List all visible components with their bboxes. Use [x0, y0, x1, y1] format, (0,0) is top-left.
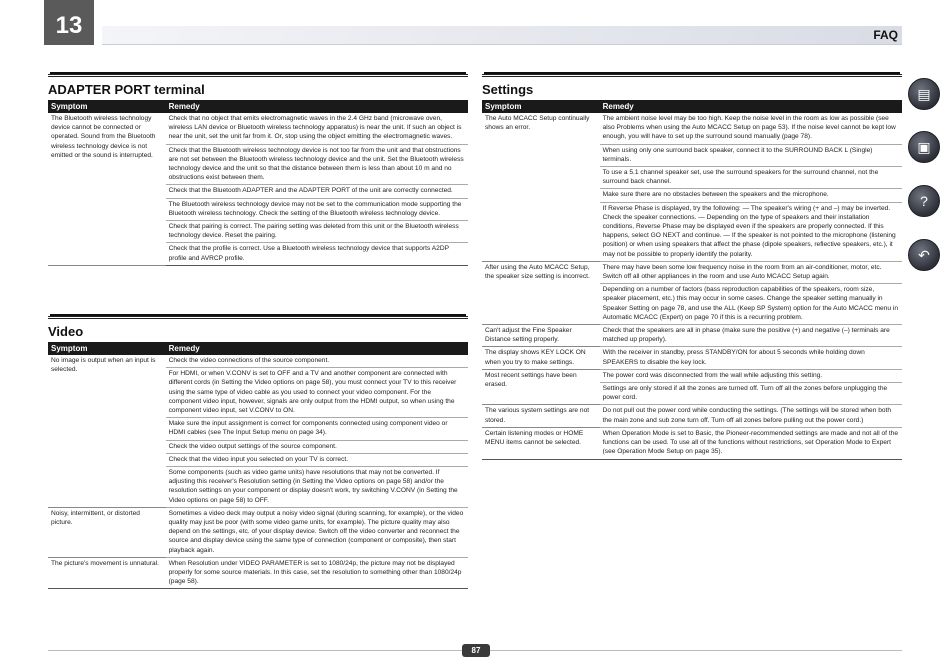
- symptom-header: Symptom: [48, 100, 166, 113]
- remedy-cell: Settings are only stored if all the zones are turned off. Turn off all the zones before unplugging the power cord.: [600, 383, 902, 405]
- remedy-cell: The ambient noise level may be too high. Keep the noise level in the room as low as possible (see also Problems when using the Auto MCACC Setup on page 53). If the noise level cannot be kept low enough, you will have to set up the surround sound manually (page 78).: [600, 113, 902, 144]
- remedy-cell: Check that the speakers are all in phase (make sure the positive (+) and negative (–) terminals are matched up properly).: [600, 325, 902, 347]
- adapter-section: [48, 74, 468, 266]
- symptom-cell: Can't adjust the Fine Speaker Distance setting properly.: [482, 325, 600, 347]
- symptom-header: Symptom: [482, 100, 600, 113]
- table-row: [482, 427, 902, 459]
- symptom-cell: The Bluetooth wireless technology device cannot be connected or operated. Sound from the Bluetooth wireless technology device is not emitted or the sound is interrupted.: [48, 113, 166, 265]
- adapter-title: ADAPTER PORT terminal: [48, 74, 468, 100]
- remedy-cell: Check that the profile is correct. Use a Bluetooth wireless technology device that supports A2DP profile and AVRCP profile.: [166, 243, 468, 265]
- settings-table: [482, 100, 902, 460]
- table-row: [48, 557, 468, 589]
- remedy-cell: For HDMI, or when V.CONV is set to OFF and a TV and another component are connected with different cords (in Setting the Video options on page 58), you must connect your TV to this receiver using the same type of video cable as you used to connect your video component. For the component video input, however, signals are only output from the HDMI output, so when using the component video input, set V.CONV to ON.: [166, 368, 468, 418]
- symptom-cell: No image is output when an input is selected.: [48, 355, 166, 507]
- receiver-icon[interactable]: ▣: [908, 131, 940, 163]
- remedy-cell: If Reverse Phase is displayed, try the following: — The speaker's wiring (+ and –) may be inverted. Check the speaker connections. — Depending on the type of speakers and their installation conditions, Reverse Phase may be displayed even if the speakers are properly connected. If this happens, select GO NEXT and continue. — If the speaker is not pointed to the microphone (listening position) or when using speakers that affect the phase (dipole speakers, reflective speakers, etc.), it may not be possible to properly identify the polarity.: [600, 202, 902, 261]
- symptom-cell: The display shows KEY LOCK ON when you try to make settings.: [482, 347, 600, 369]
- settings-title: Settings: [482, 74, 902, 100]
- table-row: [482, 347, 902, 369]
- table-row: [482, 369, 902, 382]
- remote-help-icon[interactable]: ?: [908, 185, 940, 217]
- symptom-cell: Certain listening modes or HOME MENU items cannot be selected.: [482, 427, 600, 459]
- remedy-cell: Check that pairing is correct. The pairing setting was deleted from this unit or the Bluetooth wireless technology device. Reset the pairing.: [166, 221, 468, 243]
- symptom-cell: After using the Auto MCACC Setup, the speaker size setting is incorrect.: [482, 261, 600, 324]
- symptom-header: Symptom: [48, 342, 166, 355]
- table-row: [48, 113, 468, 144]
- page-number: 87: [462, 644, 490, 657]
- book-icon[interactable]: ▤: [908, 78, 940, 110]
- remedy-cell: To use a 5.1 channel speaker set, use the surround speakers for the surround channel, not the surround back channel.: [600, 167, 902, 189]
- table-row: [48, 507, 468, 557]
- remedy-cell: With the receiver in standby, press STANDBY/ON for about 5 seconds while holding down SPEAKERS to disable the key lock.: [600, 347, 902, 369]
- remedy-cell: Check the video connections of the source component.: [166, 355, 468, 368]
- remedy-cell: Check that the Bluetooth ADAPTER and the ADAPTER PORT of the unit are correctly connected.: [166, 185, 468, 198]
- symptom-cell: The various system settings are not stored.: [482, 405, 600, 427]
- header-line: [102, 44, 902, 45]
- table-row: [48, 355, 468, 368]
- video-table: [48, 342, 468, 589]
- video-title: Video: [48, 316, 468, 342]
- table-row: [482, 405, 902, 427]
- remedy-cell: Some components (such as video game units) have resolutions that may not be converted. If adjusting this receiver's Resolution setting (in Setting the Video options on page 58) and/or the resolution settings on your component or display doesn't work, try switching V.CONV (in Setting the Video options on page 58) to OFF.: [166, 467, 468, 508]
- video-section: [48, 316, 468, 589]
- remedy-header: Remedy: [166, 100, 468, 113]
- symptom-cell: The Auto MCACC Setup continually shows an error.: [482, 113, 600, 261]
- remedy-cell: Check that the Bluetooth wireless technology device is not too far from the unit and that obstructions are not set between the Bluetooth wireless technology device and the unit. Set the Bluetooth wireless technology device and the unit so that the distance between them is less than about 10 m and no obstructions exist between them.: [166, 144, 468, 185]
- header-bar: [102, 26, 902, 45]
- symptom-cell: The picture's movement is unnatural.: [48, 557, 166, 589]
- remedy-cell: The power cord was disconnected from the wall while adjusting this setting.: [600, 369, 902, 382]
- remedy-cell: When using only one surround back speaker, connect it to the SURROUND BACK L (Single) terminals.: [600, 144, 902, 166]
- remedy-cell: Sometimes a video deck may output a noisy video signal (during scanning, for example), or the video quality may just be poor (with some video game units, for example). The picture quality may also depend on the settings, etc. of your display device. Switch off the video converter and reconnect the source and display device using the same type of connection (component or composite), then start playback again.: [166, 507, 468, 557]
- remedy-cell: Depending on a number of factors (bass reproduction capabilities of the speakers, room size, speaker placement, etc.) this may occur in some cases. Change the speaker setting manually in Speaker Setting on page 78, and use the ALL (Keep SP System) option for the Auto MCACC menu in Automatic MCACC (Expert) on page 70 if this is a recurring problem.: [600, 284, 902, 325]
- back-icon[interactable]: ↶: [908, 239, 940, 271]
- remedy-cell: Check the video output settings of the source component.: [166, 440, 468, 453]
- remedy-cell: When Operation Mode is set to Basic, the Pioneer-recommended settings are made and not all of the functions can be used. To use all of the functions without restrictions, set Operation Mode to Expert (see Operation Mode Setup on page 35).: [600, 427, 902, 459]
- table-row: [482, 113, 902, 144]
- remedy-cell: There may have been some low frequency noise in the room from an air-conditioner, motor, etc. Switch off all other appliances in the room and use Auto MCACC Setup again.: [600, 261, 902, 283]
- remedy-cell: Do not pull out the power cord while conducting the settings. (The settings will be stored when both the main zone and sub zone turn off. Turn off all zones before pulling out the power cord.): [600, 405, 902, 427]
- symptom-cell: Most recent settings have been erased.: [482, 369, 600, 405]
- page-title: FAQ: [873, 28, 898, 42]
- remedy-header: Remedy: [166, 342, 468, 355]
- remedy-cell: Check that no object that emits electromagnetic waves in the 2.4 GHz band (microwave oven, wireless LAN device or Bluetooth wireless technology apparatus) is near the unit. If such an object is near the unit, set the unit far from it. Or, stop using the object emitting the electromagnetic waves.: [166, 113, 468, 144]
- remedy-cell: When Resolution under VIDEO PARAMETER is set to 1080/24p, the picture may not be displayed properly for some source materials. In this case, set the resolution to something other than 1080/24p (page 58).: [166, 557, 468, 589]
- remedy-cell: The Bluetooth wireless technology device may not be set to the communication mode supporting the Bluetooth wireless technology. Check the setting of the Bluetooth wireless technology device.: [166, 198, 468, 220]
- remedy-header: Remedy: [600, 100, 902, 113]
- settings-section: [482, 74, 902, 460]
- remedy-cell: Make sure the input assignment is correct for components connected using component video or HDMI cables (see The Input Setup menu on page 34).: [166, 418, 468, 440]
- remedy-cell: Check that the video input you selected on your TV is correct.: [166, 453, 468, 466]
- table-row: [482, 261, 902, 283]
- chapter-number: 13: [44, 0, 94, 45]
- remedy-cell: Make sure there are no obstacles between the speakers and the microphone.: [600, 189, 902, 202]
- adapter-table: [48, 100, 468, 266]
- symptom-cell: Noisy, intermittent, or distorted picture.: [48, 507, 166, 557]
- table-row: [482, 325, 902, 347]
